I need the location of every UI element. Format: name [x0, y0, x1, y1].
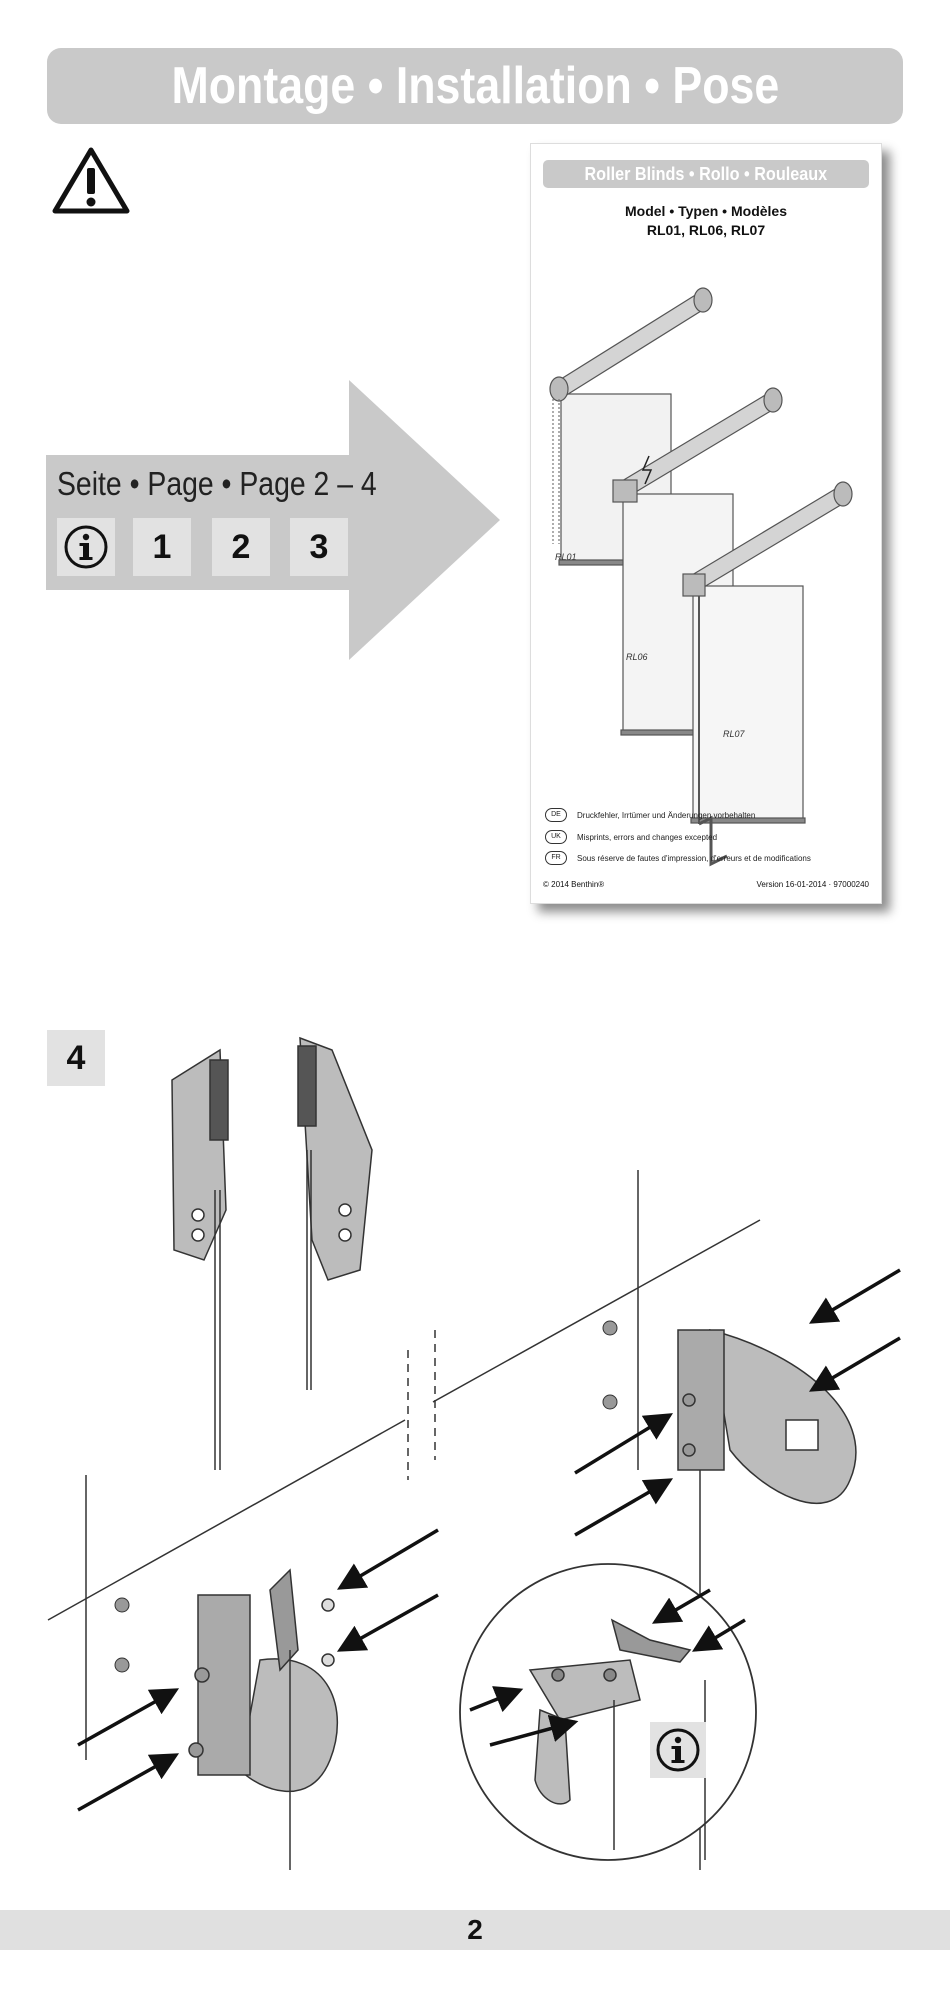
cover-title-bar: [543, 160, 869, 188]
info-icon: [655, 1727, 701, 1773]
info-box-detail: [650, 1722, 706, 1778]
warning-icon: [52, 146, 130, 214]
roller-blinds-illustration: [531, 244, 881, 894]
step-number-badge: 4: [47, 1030, 105, 1086]
page-box-1: 1: [133, 518, 191, 576]
cover-model-line: Model • Typen • Modèles: [624, 203, 787, 219]
model-label-rl07: RL07: [723, 729, 745, 739]
lang-code-uk: UK: [545, 830, 567, 844]
disclaimer-de: [545, 808, 755, 822]
disclaimer-text-fr: Sous réserve de fautes d'impression, d'erreurs et de modifications: [577, 853, 811, 863]
page-title: Montage • Installation • Pose: [171, 57, 779, 115]
page-box-2: 2: [212, 518, 270, 576]
cover-title: Roller Blinds • Rollo • Rouleaux: [584, 163, 828, 184]
disclaimer-fr: [545, 851, 811, 865]
lang-code-de: DE: [545, 808, 567, 822]
manual-cover: [530, 143, 882, 904]
model-label-rl06: RL06: [626, 652, 648, 662]
cover-copyright: © 2014 Benthin®: [543, 880, 605, 889]
info-box: [57, 518, 115, 576]
footer-bar: [0, 1910, 950, 1950]
header-bar: [47, 48, 903, 124]
page-reference-text: Seite • Page • Page 2 – 4: [57, 465, 377, 502]
lang-code-fr: FR: [545, 851, 567, 865]
disclaimer-uk: [545, 830, 717, 844]
info-icon: [63, 524, 109, 570]
disclaimer-text-de: Druckfehler, Irrtümer und Änderungen vorbehalten: [577, 810, 756, 820]
disclaimer-text-uk: Misprints, errors and changes excepted: [577, 832, 718, 842]
step-4-illustration: [0, 1010, 950, 1900]
cover-version: Version 16-01-2014 · 97000240: [756, 880, 869, 889]
model-label-rl01: RL01: [555, 552, 577, 562]
cover-models: RL01, RL06, RL07: [646, 222, 766, 238]
page-box-3: 3: [290, 518, 348, 576]
page-number: 2: [467, 1914, 483, 1945]
